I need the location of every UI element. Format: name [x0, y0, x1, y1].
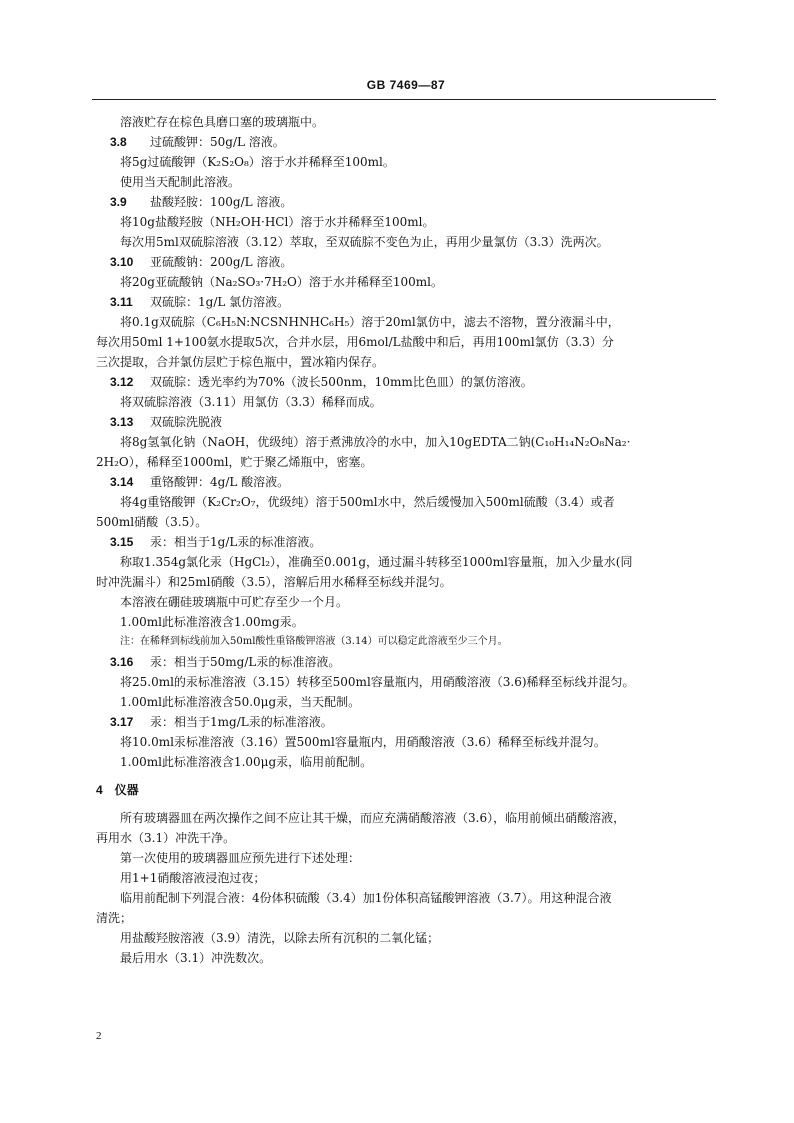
text-line — [96, 152, 702, 172]
text-line — [96, 352, 702, 372]
line-text: 每次用50ml 1+100氨水提取5次，合并水层，用6mol/L盐酸中和后，再用100ml氯仿（3.3）分 — [96, 335, 614, 349]
text-line: 第一次使用的玻璃器皿应预先进行下述处理： — [120, 851, 361, 865]
line-text: 过硫酸钾：50g/L 溶液。 — [150, 135, 285, 149]
text-line — [96, 392, 702, 412]
section-3-lines — [96, 112, 702, 772]
line-text: 双硫腙：1g/L 氯仿溶液。 — [150, 295, 290, 309]
text-line — [96, 512, 702, 532]
line-text: 双硫腙洗脱液 — [150, 415, 223, 429]
text-line — [96, 532, 702, 552]
text-line: 所有玻璃器皿在两次操作之间不应让其干燥，而应充满硝酸溶液（3.6），临用前倾出硝酸溶液， — [120, 811, 626, 825]
line-text: 亚硫酸钠：200g/L 溶液。 — [150, 255, 293, 269]
line-text: 重铬酸钾：4g/L 酸溶液。 — [150, 475, 290, 489]
line-text: 将10g盐酸羟胺（NH₂OH·HCl）溶于水并稀释至100ml。 — [120, 215, 435, 229]
line-text: 2H₂O），稀释至1000ml，贮于聚乙烯瓶中，密塞。 — [96, 455, 373, 469]
clause-number: 3.11 — [110, 295, 133, 309]
line-text: 时冲洗漏斗）和25ml硝酸（3.5），溶解后用水稀释至标线并混匀。 — [96, 575, 452, 589]
line-text: 1.00ml此标准溶液含1.00mg汞。 — [120, 615, 304, 629]
line-text: 三次提取，合并氯仿层贮于棕色瓶中，置冰箱内保存。 — [96, 355, 385, 369]
text-line — [96, 432, 702, 452]
text-line — [96, 372, 702, 392]
page-header-code: GB 7469—87 — [366, 78, 446, 92]
text-line — [96, 752, 702, 772]
clause-number: 3.8 — [110, 135, 127, 149]
section-4-lines — [96, 808, 702, 968]
clause-number: 3.17 — [110, 715, 134, 729]
text-line — [96, 132, 702, 152]
text-line — [96, 472, 702, 492]
text-line — [96, 272, 702, 292]
line-text: 1.00ml此标准溶液含50.0μg汞，当天配制。 — [120, 695, 361, 709]
text-line — [96, 692, 702, 712]
line-text: 将25.0ml的汞标准溶液（3.15）转移至500ml容量瓶内，用硝酸溶液（3.6)稀释至标线并混匀。 — [120, 675, 635, 689]
text-line — [96, 452, 702, 472]
line-text: 汞：相当于1mg/L汞的标准溶液。 — [150, 715, 333, 729]
line-text: 盐酸羟胺：100g/L 溶液。 — [150, 195, 293, 209]
document-body — [96, 112, 702, 968]
text-line — [96, 592, 702, 612]
text-line — [96, 492, 702, 512]
note-line — [96, 632, 702, 652]
line-text: 将8g氢氧化钠（NaOH，优级纯）溶于煮沸放冷的水中，加入10gEDTA二钠(C₁₀H₁₄N₂O₈Na₂· — [120, 435, 631, 449]
text-line: 用盐酸羟胺溶液（3.9）清洗，以除去所有沉积的二氧化锰； — [120, 931, 440, 945]
clause-number: 3.15 — [110, 535, 134, 549]
line-text: 双硫腙：透光率约为70%（波长500nm，10mm比色皿）的氯仿溶液。 — [150, 375, 533, 389]
text-line — [96, 212, 702, 232]
line-text: 每次用5ml双硫腙溶液（3.12）萃取，至双硫腙不变色为止，再用少量氯仿（3.3）洗两次。 — [120, 235, 609, 249]
text-line — [96, 572, 702, 592]
text-line — [96, 232, 702, 252]
text-line: 最后用水（3.1）冲洗数次。 — [120, 951, 272, 965]
line-text: 本溶液在硼硅玻璃瓶中可贮存至少一个月。 — [120, 595, 349, 609]
line-text: 汞：相当于1g/L汞的标准溶液。 — [150, 535, 322, 549]
page-number: 2 — [96, 1030, 102, 1042]
text-line — [96, 612, 702, 632]
line-text: 将10.0ml汞标准溶液（3.16）置500ml容量瓶内，用硝酸溶液（3.6）稀释至标线并混匀。 — [120, 735, 606, 749]
text-line: 清洗； — [96, 911, 133, 925]
text-line: 再用水（3.1）冲洗干净。 — [96, 831, 236, 845]
clause-number: 3.16 — [110, 655, 134, 669]
clause-number: 3.12 — [110, 375, 134, 389]
line-text: 注：在稀释到标线前加入50ml酸性重铬酸钾溶液（3.14）可以稳定此溶液至少三个月。 — [120, 636, 508, 647]
clause-number: 3.14 — [110, 475, 134, 489]
text-line — [96, 252, 702, 272]
line-text: 使用当天配制此溶液。 — [120, 175, 241, 189]
line-text: 将双硫腙溶液（3.11）用氯仿（3.3）稀释而成。 — [120, 395, 382, 409]
section-4-heading: 4 仪器 — [96, 783, 139, 797]
text-line: 用1+1硝酸溶液浸泡过夜； — [120, 871, 266, 885]
line-text: 将0.1g双硫腙（C₆H₅N:NCSNHNHC₆H₅）溶于20ml氯仿中，滤去不溶物，置分液漏斗中， — [120, 315, 620, 329]
clause-number: 3.13 — [110, 415, 134, 429]
line-text: 500ml硝酸（3.5）。 — [96, 515, 208, 529]
text-line — [96, 712, 702, 732]
clause-number: 3.10 — [110, 255, 134, 269]
line-text: 1.00ml此标准溶液含1.00μg汞，临用前配制。 — [120, 755, 373, 769]
text-line — [96, 172, 702, 192]
clause-number: 3.9 — [110, 195, 127, 209]
text-line — [96, 672, 702, 692]
line-text: 汞：相当于50mg/L汞的标准溶液。 — [150, 655, 341, 669]
text-line — [96, 112, 702, 132]
line-text: 称取1.354g氯化汞（HgCl₂），准确至0.001g，通过漏斗转移至1000ml容量瓶，加入少量水(同 — [120, 555, 633, 569]
line-text: 将4g重铬酸钾（K₂Cr₂O₇，优级纯）溶于500ml水中，然后缓慢加入500ml硫酸（3.4）或者 — [120, 495, 615, 509]
text-line — [96, 552, 702, 572]
text-line — [96, 332, 702, 352]
text-line — [96, 732, 702, 752]
text-line — [96, 192, 702, 212]
text-line — [96, 652, 702, 672]
text-line — [96, 292, 702, 312]
text-line — [96, 312, 702, 332]
line-text: 将5g过硫酸钾（K₂S₂O₈）溶于水并稀释至100ml。 — [120, 155, 395, 169]
line-text: 溶液贮存在棕色具磨口塞的玻璃瓶中。 — [120, 115, 325, 129]
line-text: 将20g亚硫酸钠（Na₂SO₃·7H₂O）溶于水并稀释至100ml。 — [120, 275, 443, 289]
text-line — [96, 412, 702, 432]
text-line: 临用前配制下列混合液：4份体积硫酸（3.4）加1份体积高锰酸钾溶液（3.7）。用这种混合液 — [120, 891, 612, 905]
header-rule — [92, 99, 716, 100]
